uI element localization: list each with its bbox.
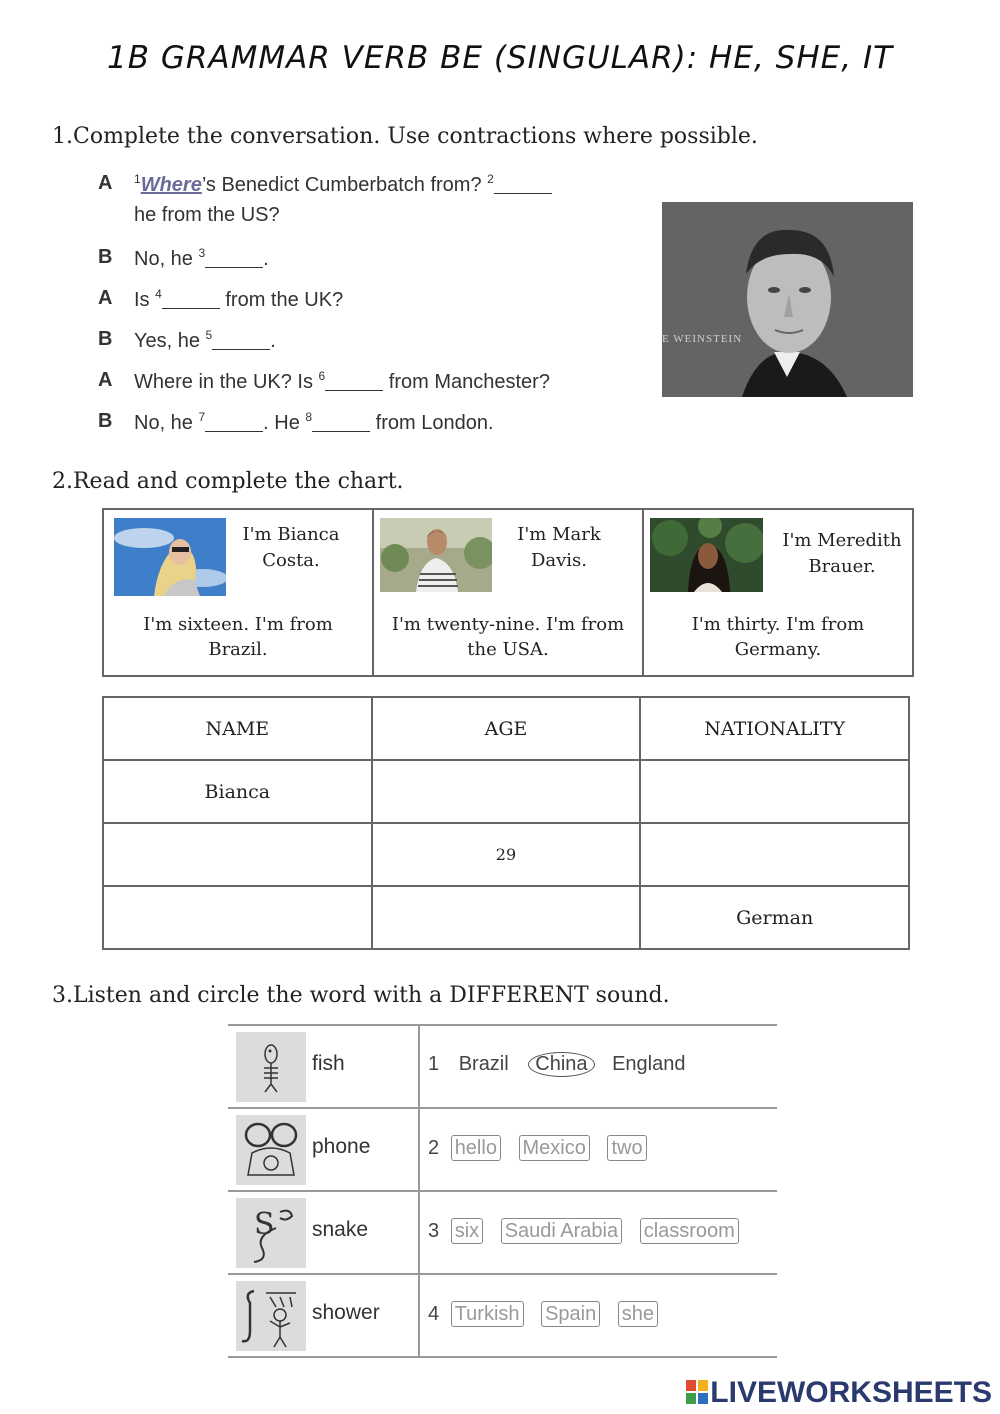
sound-table <box>228 1024 777 1358</box>
example-answer: Where <box>140 174 202 196</box>
name-cell: Bianca <box>103 760 372 823</box>
option-word-box[interactable]: two <box>607 1135 646 1161</box>
bianca-photo <box>114 518 226 596</box>
line-text: from London. <box>370 412 494 434</box>
word-options <box>428 1052 700 1077</box>
speaker-label: B <box>98 328 113 350</box>
profile-intro <box>504 522 614 574</box>
line-text: from the UK? <box>219 289 344 311</box>
line-text: ’s Benedict Cumberbatch from? <box>201 174 488 196</box>
intro-line: I'm Meredith <box>782 530 902 551</box>
conversation-line-5 <box>134 328 276 353</box>
column-header-age: AGE <box>372 697 641 760</box>
page-title: 1B GRAMMAR VERB BE (SINGULAR): HE, SHE, IT <box>106 40 894 76</box>
option-word-box[interactable]: Mexico <box>519 1135 590 1161</box>
age-cell: 29 <box>372 823 641 886</box>
profile-detail <box>104 612 372 662</box>
sound-word: phone <box>312 1135 371 1158</box>
gap-number: 4 <box>155 287 162 301</box>
conversation-line-2: he from the US? <box>134 204 280 226</box>
answer-blank-4[interactable] <box>162 307 220 309</box>
gap-number: 6 <box>318 369 326 383</box>
table-header-row <box>103 697 909 760</box>
intro-line: I'm Mark <box>517 524 601 545</box>
conversation-line-6 <box>134 369 550 394</box>
column-header-name: NAME <box>103 697 372 760</box>
profile-detail <box>644 612 912 662</box>
nationality-cell: German <box>640 886 909 949</box>
option-word: England <box>612 1053 686 1075</box>
detail-line: Brazil. <box>208 639 268 660</box>
answer-blank-5[interactable] <box>212 348 270 350</box>
intro-line: Costa. <box>262 550 320 571</box>
row-number: 3 <box>428 1220 440 1242</box>
sound-row <box>228 1275 777 1358</box>
row-number: 1 <box>428 1053 440 1075</box>
column-header-nationality: NATIONALITY <box>640 697 909 760</box>
option-word-box[interactable]: classroom <box>640 1218 739 1244</box>
option-word-box[interactable]: Saudi Arabia <box>501 1218 622 1244</box>
speaker-label: A <box>98 369 113 391</box>
answer-blank-7[interactable] <box>205 430 263 432</box>
row-number: 4 <box>428 1303 440 1325</box>
line-text: from Manchester? <box>383 371 550 393</box>
option-word: Brazil <box>458 1053 509 1075</box>
word-options <box>428 1135 659 1161</box>
gap-number: 7 <box>198 410 206 424</box>
intro-line: I'm Bianca <box>242 524 340 545</box>
profile-intro <box>772 528 912 580</box>
exercise-1-heading: 1.Complete the conversation. Use contractions where possible. <box>52 124 758 149</box>
detail-line: I'm thirty. I'm from <box>691 614 865 635</box>
line-text: . He <box>263 412 306 434</box>
mark-photo <box>380 518 492 592</box>
sound-row <box>228 1109 777 1192</box>
profile-card-bianca <box>104 510 374 675</box>
exercise-3-heading: 3.Listen and circle the word with a DIFFERENT sound. <box>52 983 670 1008</box>
nationality-chart <box>102 696 910 950</box>
sound-word: snake <box>312 1218 369 1241</box>
line-text: Yes, he <box>134 330 206 352</box>
sound-row <box>228 1026 777 1109</box>
svg-text:S: S <box>254 1207 275 1242</box>
table-row <box>103 760 909 823</box>
speaker-label: B <box>98 246 113 268</box>
option-word-box[interactable]: six <box>451 1218 483 1244</box>
fish-icon <box>236 1032 306 1102</box>
conversation-line-4 <box>134 287 343 312</box>
profile-cards <box>102 508 914 677</box>
conversation-line-3 <box>134 246 269 271</box>
photo-backdrop-text: E WEINSTEIN <box>662 333 743 345</box>
gap-number: 2 <box>487 172 494 186</box>
benedict-cumberbatch-photo <box>662 202 913 397</box>
answer-blank-3[interactable] <box>205 266 263 268</box>
answer-blank-6[interactable] <box>325 389 383 391</box>
age-input-cell[interactable] <box>372 886 641 949</box>
sound-word: shower <box>312 1301 380 1324</box>
line-text: No, he <box>134 248 199 270</box>
speaker-label: A <box>98 172 113 194</box>
liveworksheets-logo <box>686 1376 992 1410</box>
line-text: . <box>270 330 276 352</box>
option-word-box[interactable]: Spain <box>541 1301 600 1327</box>
gap-number: 8 <box>305 410 313 424</box>
nationality-input-cell[interactable] <box>640 823 909 886</box>
shower-icon <box>236 1281 306 1351</box>
detail-line: Germany. <box>734 639 822 660</box>
snake-icon <box>236 1198 306 1268</box>
option-word-box[interactable]: Turkish <box>451 1301 524 1327</box>
name-input-cell[interactable] <box>103 823 372 886</box>
conversation-line-1 <box>134 172 552 197</box>
speaker-label: A <box>98 287 113 309</box>
gap-number: 1 <box>134 172 141 186</box>
answer-blank-2[interactable] <box>494 192 552 194</box>
answer-blank-8[interactable] <box>312 430 370 432</box>
intro-line: Brauer. <box>808 556 876 577</box>
sound-row <box>228 1192 777 1275</box>
detail-line: I'm twenty-nine. I'm from <box>391 614 625 635</box>
word-options <box>428 1301 670 1327</box>
table-row <box>103 886 909 949</box>
conversation-line-7 <box>134 410 494 435</box>
gap-number: 5 <box>205 328 213 342</box>
option-word-circled: China <box>528 1052 594 1077</box>
meredith-photo <box>650 518 763 592</box>
exercise-2-heading: 2.Read and complete the chart. <box>52 469 404 494</box>
speaker-label: B <box>98 410 113 432</box>
sound-word: fish <box>312 1052 345 1075</box>
detail-line: I'm sixteen. I'm from <box>143 614 333 635</box>
profile-card-mark <box>374 510 644 675</box>
row-number: 2 <box>428 1137 440 1159</box>
table-row <box>103 823 909 886</box>
gap-number: 3 <box>198 246 206 260</box>
age-input-cell[interactable] <box>372 760 641 823</box>
line-text: No, he <box>134 412 199 434</box>
word-options <box>428 1218 751 1244</box>
profile-card-meredith <box>644 510 912 675</box>
line-text: Is <box>134 289 156 311</box>
line-text: Where in the UK? Is <box>134 371 319 393</box>
name-input-cell[interactable] <box>103 886 372 949</box>
brand-name: LIVEWORKSHEETS <box>710 1376 992 1409</box>
phone-icon <box>236 1115 306 1185</box>
intro-line: Davis. <box>530 550 588 571</box>
option-word-box[interactable]: she <box>618 1301 658 1327</box>
option-word-box[interactable]: hello <box>451 1135 501 1161</box>
detail-line: the USA. <box>467 639 549 660</box>
profile-detail <box>374 612 642 662</box>
profile-intro <box>236 522 346 574</box>
brand-icon <box>686 1380 708 1404</box>
nationality-input-cell[interactable] <box>640 760 909 823</box>
line-text: . <box>263 248 269 270</box>
